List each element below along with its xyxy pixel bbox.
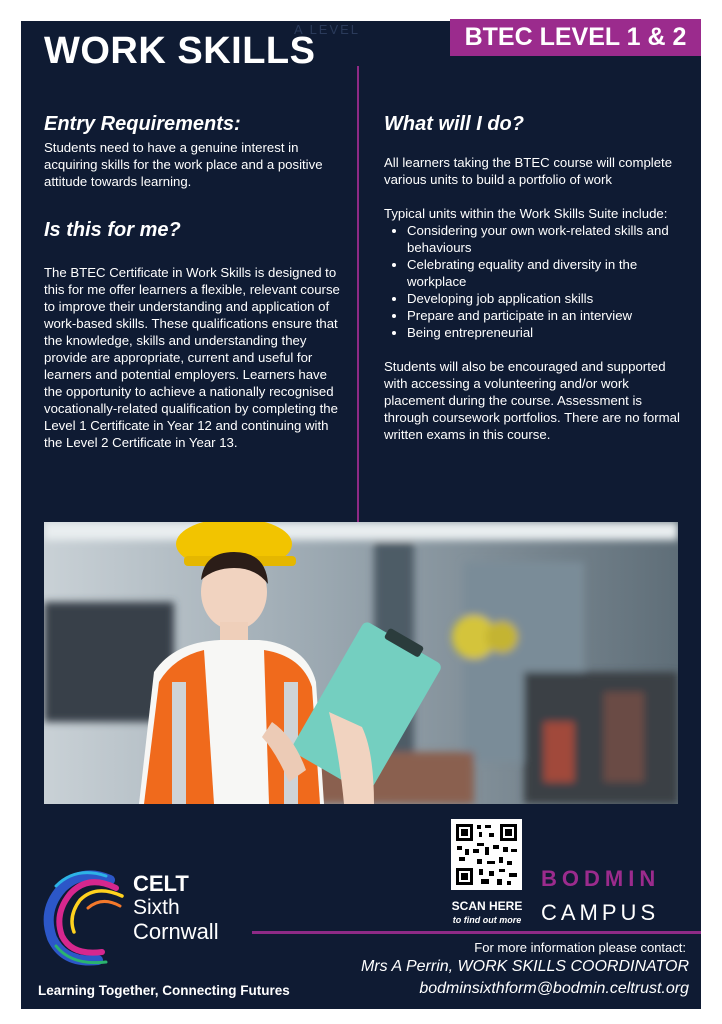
page-title: WORK SKILLS [44,30,316,72]
entry-requirements-text: Students need to have a genuine interest in acquiring skills for the work place and a positive attitude towards learning. [44,140,323,189]
right-column [384,113,682,443]
list-item: • Considering your own work-related skills and behaviours [407,222,682,256]
qr-code-icon[interactable] [451,819,522,890]
btec-level-badge: BTEC LEVEL 1 & 2 [450,19,701,56]
entry-requirements-heading: Entry Requirements: [44,113,241,135]
celt-logo-text [133,872,219,945]
footer-accent-line [252,931,701,934]
faint-level-label: A LEVEL [294,22,361,37]
units-list [384,222,682,341]
closing-text: Students will also be encouraged and supported with accessing a volunteering and/or work placement during the course. Assessment is through coursework portfolios. There are no formal written exams in this course. [384,359,680,442]
scan-here-sublabel: to find out more [452,915,522,925]
units-intro: Typical units within the Work Skills Suite include: [384,206,668,221]
list-item: • Being entrepreneurial [407,324,682,341]
logo-line-sixth: Sixth [133,896,180,919]
what-will-i-do-intro: All learners taking the BTEC course will complete various units to build a portfolio of work [384,155,673,187]
contact-intro: For more information please contact: [474,940,686,955]
campus-name: BODMIN [541,866,661,891]
logo-line-celt: CELT [133,871,189,896]
worker-photo [44,522,678,804]
logo-line-cornwall: Cornwall [133,919,219,944]
tagline: Learning Together, Connecting Futures [38,983,290,998]
column-divider [357,66,359,524]
scan-here-label: SCAN HERE [451,899,523,913]
left-column [44,113,340,451]
celt-swirl-logo-icon [36,866,132,970]
list-item: • Developing job application skills [407,290,682,307]
list-item: • Celebrating equality and diversity in the workplace [407,256,682,290]
what-will-i-do-heading: What will I do? [384,113,524,135]
list-item: • Prepare and participate in an interview [407,307,682,324]
contact-email[interactable]: bodminsixthform@bodmin.celtrust.org [419,980,689,997]
campus-word: CAMPUS [541,900,660,925]
is-this-for-me-text: The BTEC Certificate in Work Skills is designed to this for me offer learners a flexible, relevant course to improve their understanding and application of work-based skills. These qualifications ensure that the knowledge, skills and understanding they provide are appropriate, current and useful for learners and potential employers. Learners have the opportunity to achieve a nationally recognised vocationally-related qualification by completing the Level 1 Certificate in Year 12 and continuing with the Level 2 Certificate in Year 13. [44,265,340,450]
is-this-for-me-heading: Is this for me? [44,219,181,241]
contact-name: Mrs A Perrin, WORK SKILLS COORDINATOR [360,958,689,975]
